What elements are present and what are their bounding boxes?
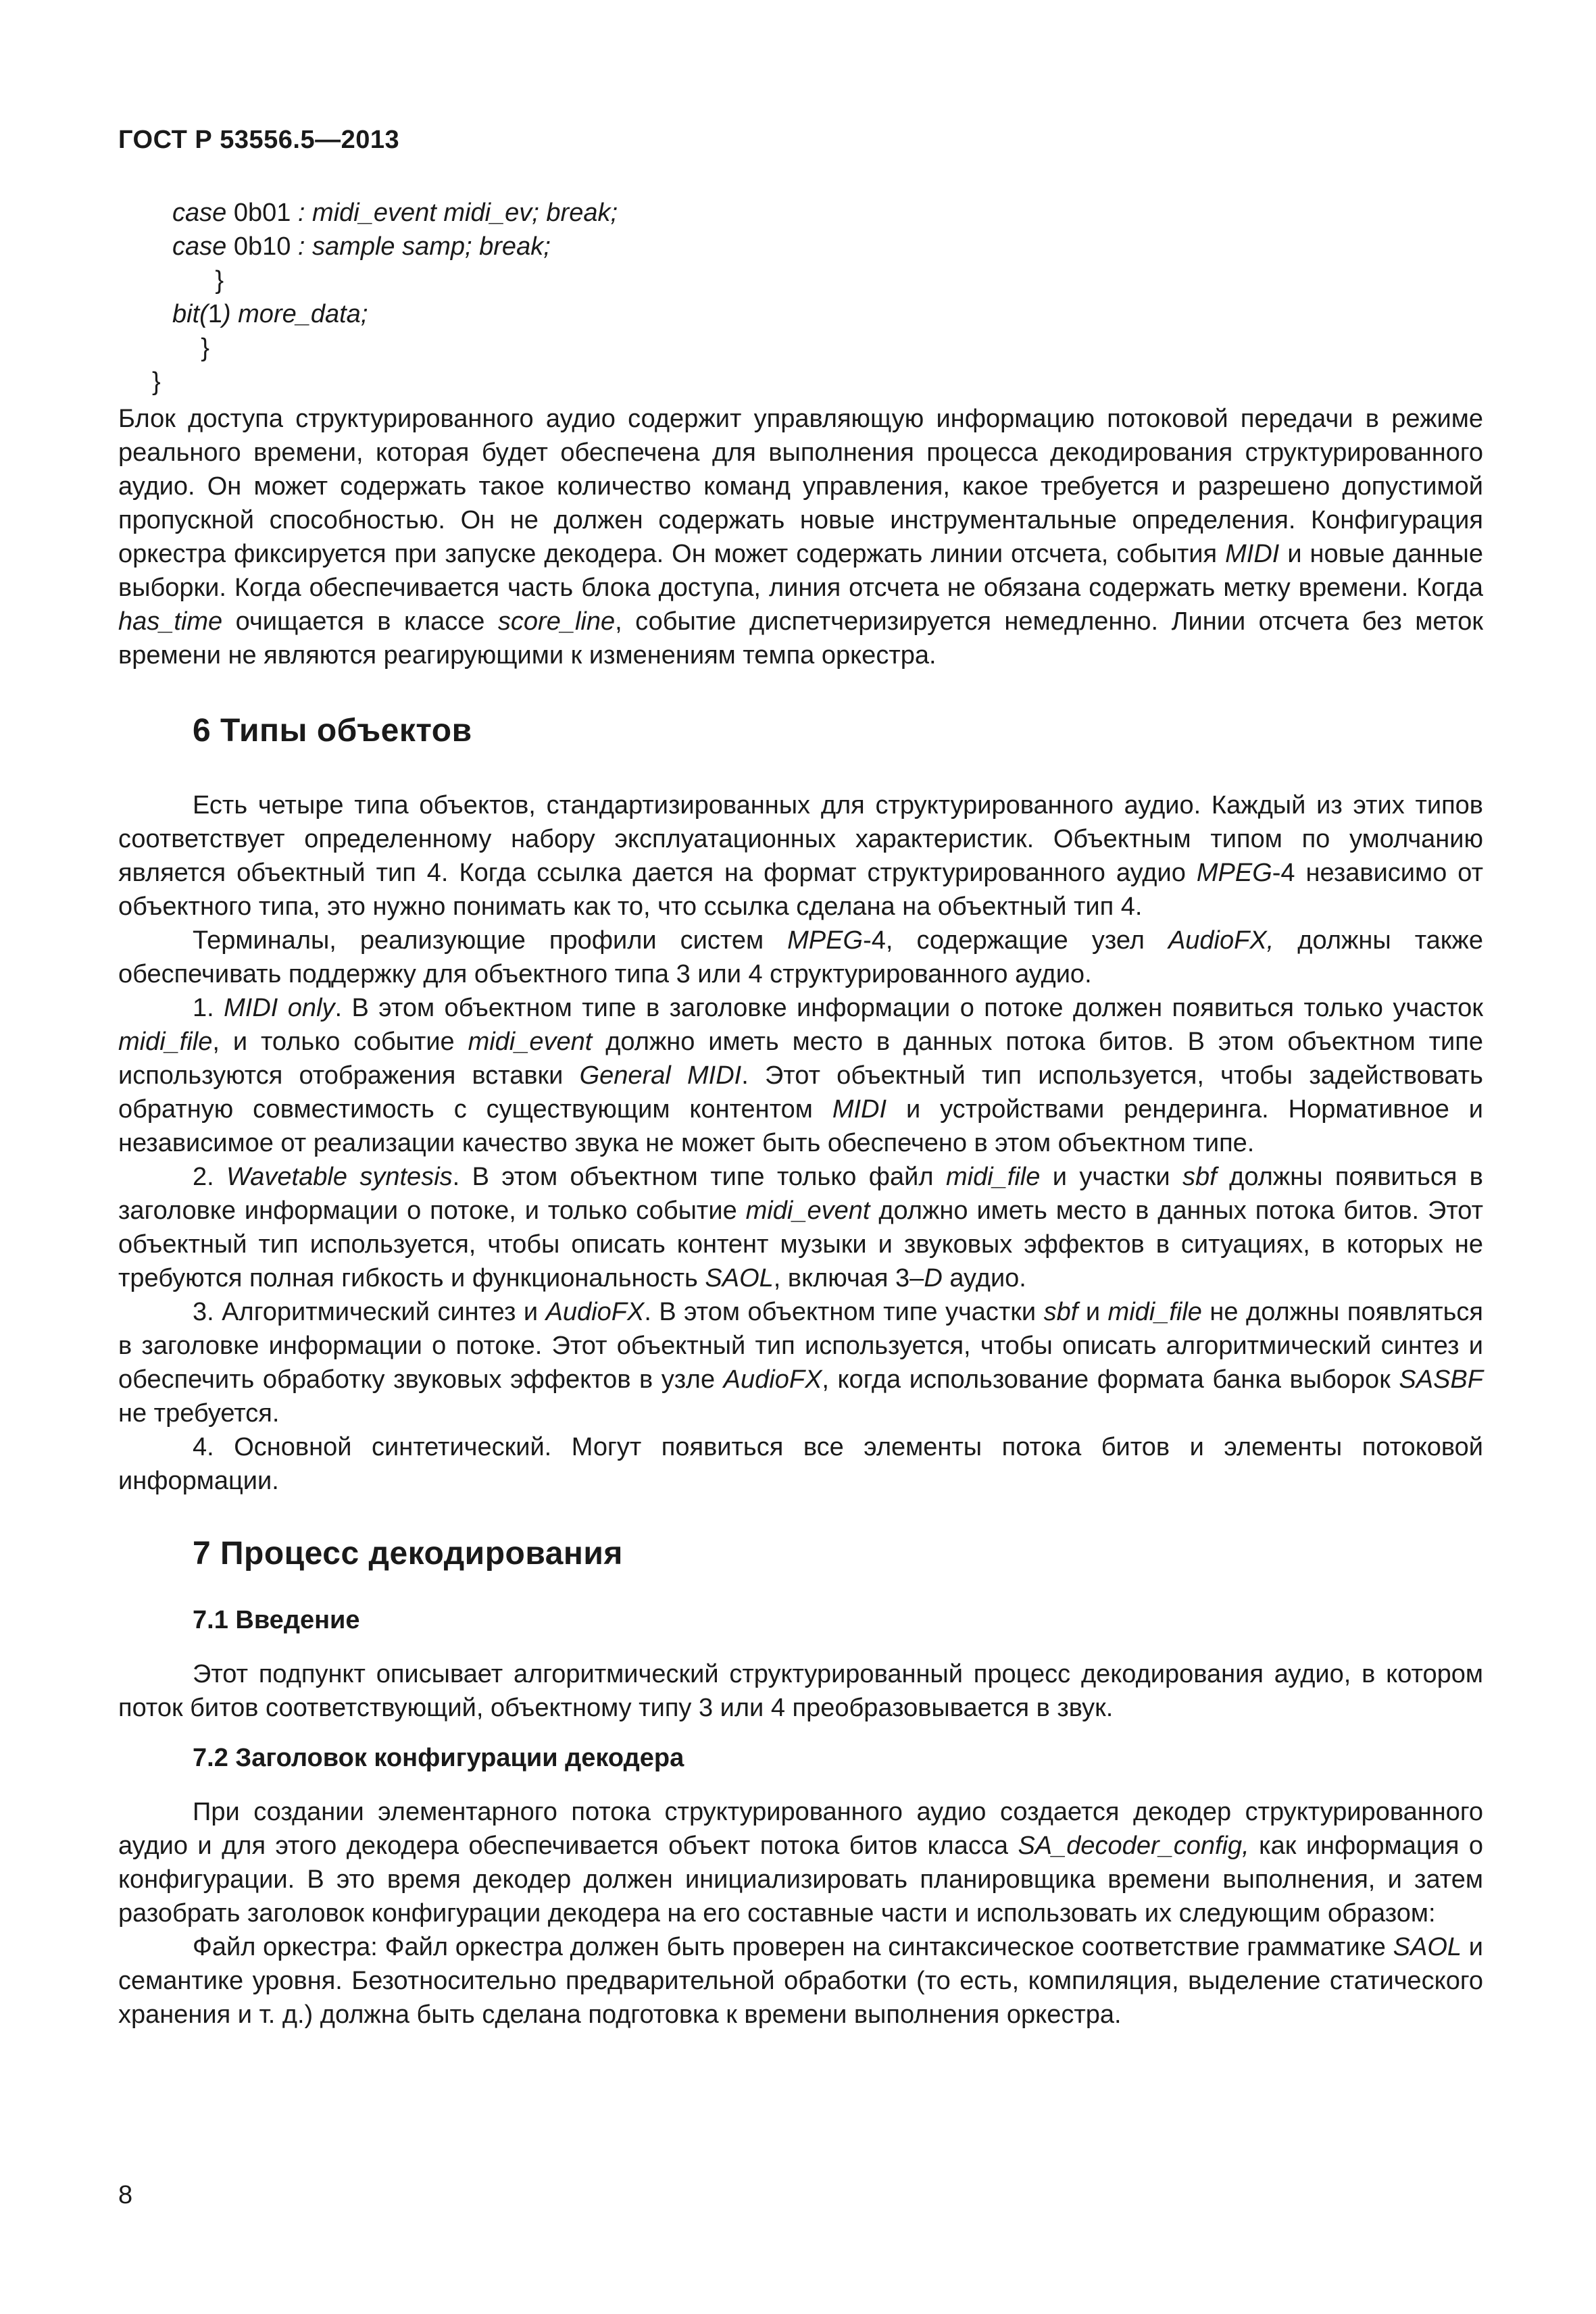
intro-paragraph: Блок доступа структурированного аудио содержит управляющую информацию потоковой передачи в режиме реального времени, которая будет обеспечена для выполнения процесса декодирования структурированного аудио. Он может содержать такое количество команд управления, какое требуется и разрешено допустимой пропускной способностью. Он не должен содержать новые инструментальные определения. Конфигурация оркестра фиксируется при запуске декодера. Он может содержать линии отсчета, события MIDI и новые данные выборки. Когда обеспечивается часть блока доступа, линия отсчета не обязана содержать метку времени. Когда has_time очищается в классе score_line, событие диспетчеризируется немедленно. Линии отсчета без меток времени не являются реагирующими к изменениям темпа оркестра. [118, 405, 1483, 670]
page-number: 8 [118, 2181, 133, 2209]
code-line-6: } [152, 368, 161, 396]
subsection-7-2-paragraph-2: Файл оркестра: Файл оркестра должен быть проверен на синтаксическое соответствие грамматике SAOL и семантике уровня. Безотносительно предварительной обработки (то есть, компиляция, выделение статического хранения и т. д.) должна быть сделана подготовка к времени выполнения оркестра. [118, 1933, 1483, 2029]
code-line-4: bit(1) more_data; [172, 300, 368, 328]
code-line-2: case 0b10 : sample samp; break; [172, 232, 551, 261]
code-block [152, 196, 618, 399]
object-type-2: 2. Wavetable syntesis. В этом объектном типе только файл midi_file и участки sbf должны появиться в заголовке информации о потоке, и только событие midi_event должно иметь место в данных потока битов. Этот объектный тип используется, чтобы описать контент музыки и звуковых эффектов в ситуациях, в которых не требуются полная гибкость и функциональность SAOL, включая 3–D аудио. [118, 1163, 1484, 1292]
document-body [118, 402, 1483, 2032]
section-6-paragraph-1: Есть четыре типа объектов, стандартизированных для структурированного аудио. Каждый из этих типов соответствует определенному набору эксплуатационных характеристик. Объектным типом по умолчанию является объектный тип 4. Когда ссылка дается на формат структурированного аудио MPEG-4 независимо от объектного типа, это нужно понимать как то, что ссылка сделана на объектный тип 4. [118, 791, 1483, 921]
subsection-7-1-title: 7.1 Введение [193, 1606, 360, 1634]
code-line-5: } [201, 334, 209, 362]
code-line-1: case 0b01 : midi_event midi_ev; break; [172, 199, 618, 227]
section-7-title: 7 Процесс декодирования [193, 1536, 623, 1571]
code-line-3: } [215, 266, 224, 295]
subsection-7-2-title: 7.2 Заголовок конфигурации декодера [193, 1744, 684, 1772]
document-header: ГОСТ Р 53556.5—2013 [118, 126, 400, 154]
section-6-paragraph-2: Терминалы, реализующие профили систем MPEG-4, содержащие узел AudioFX, должны также обеспечивать поддержку для объектного типа 3 или 4 структурированного аудио. [118, 926, 1483, 988]
section-6-title: 6 Типы объектов [193, 713, 472, 749]
subsection-7-1-paragraph: Этот подпункт описывает алгоритмический структурированный процесс декодирования аудио, в котором поток битов соответствующий, объектному типу 3 или 4 преобразовывается в звук. [118, 1660, 1483, 1722]
subsection-7-2-paragraph-1: При создании элементарного потока структурированного аудио создается декодер структурированного аудио и для этого декодера обеспечивается объект потока битов класса SA_decoder_config, как информация о конфигурации. В это время декодер должен инициализировать планировщика времени выполнения, и затем разобрать заголовок конфигурации декодера на его составные части и использовать их следующим образом: [118, 1798, 1483, 1928]
object-type-3: 3. Алгоритмический синтез и AudioFX. В этом объектном типе участки sbf и midi_file не должны появляться в заголовке информации о потоке. Этот объектный тип используется, чтобы описать алгоритмический синтез и обеспечить обработку звуковых эффектов в узле AudioFX, когда использование формата банка выборок SASBF не требуется. [118, 1298, 1483, 1428]
object-type-1: 1. MIDI only. В этом объектном типе в заголовке информации о потоке должен появиться только участок midi_file, и только событие midi_event должно иметь место в данных потока битов. В этом объектном типе используются отображения вставки General MIDI. Этот объектный тип используется, чтобы задействовать обратную совместимость с существующим контентом MIDI и устройствами рендеринга. Нормативное и независимое от реализации качество звука не может быть обеспечено в этом объектном типе. [118, 994, 1483, 1157]
object-type-4: 4. Основной синтетический. Могут появиться все элементы потока битов и элементы потоковой информации. [118, 1433, 1483, 1495]
